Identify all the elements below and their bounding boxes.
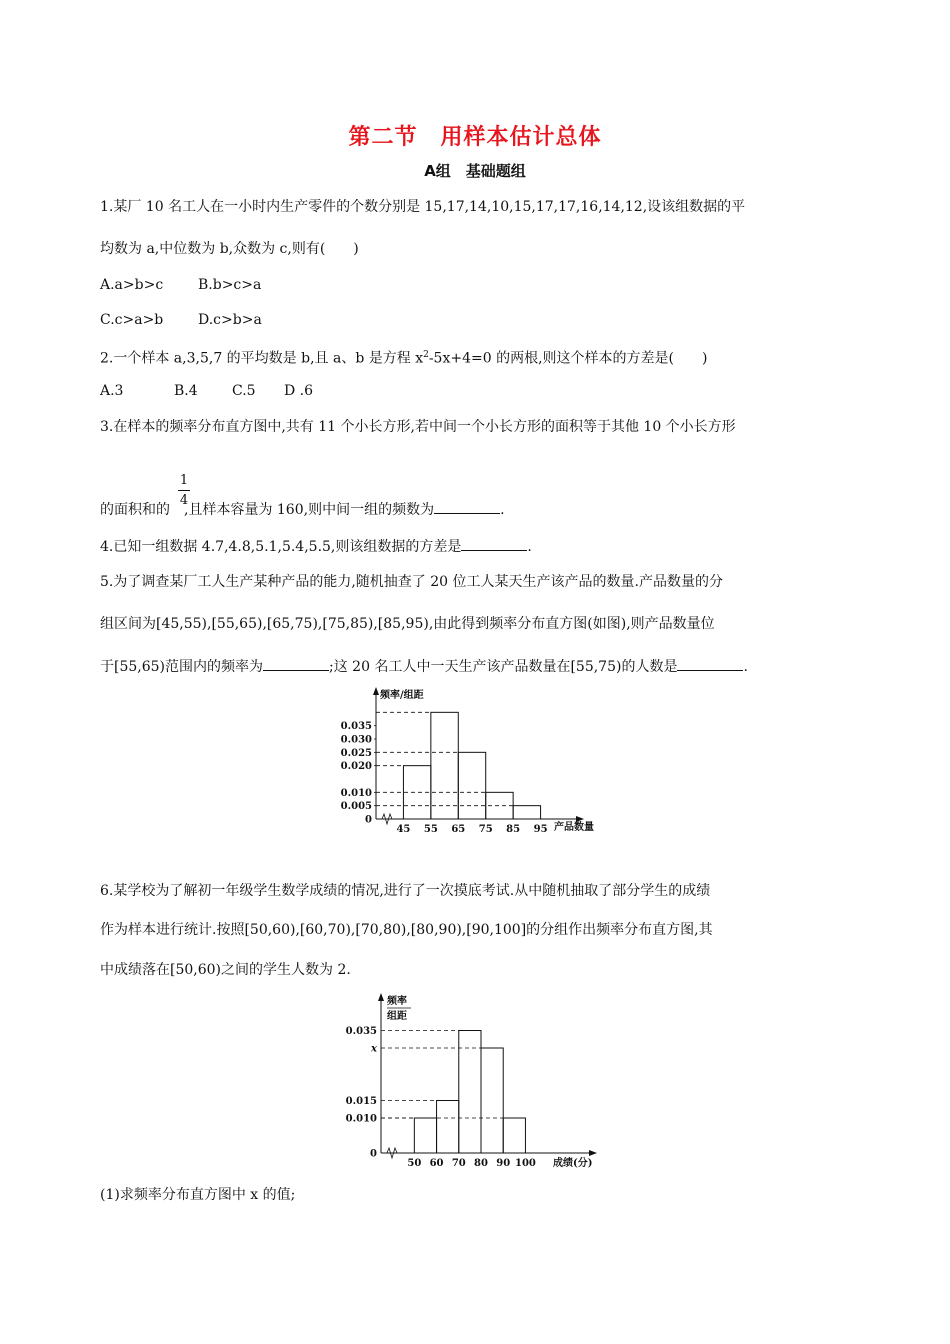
chart2-x-axis-arrow: [589, 1150, 597, 1156]
q1-line1: 1.某厂 10 名工人在一小时内生产零件的个数分别是 15,17,14,10,15,17,17,16,14,12,设该组数据的平: [100, 199, 746, 215]
chart1-ytick-6: 0: [365, 814, 372, 826]
q2-option-d: D .6: [284, 383, 314, 399]
chart1-bar-1: [431, 712, 458, 819]
chart2-ytick-0: 0.035: [345, 1026, 377, 1037]
chart2-ylabel-bottom: 组距: [387, 1011, 407, 1022]
chart2-ytick-4: 0: [370, 1148, 377, 1160]
chart2-bar-0: [414, 1118, 436, 1153]
q6-line2: 作为样本进行统计.按照[50,60),[60,70),[70,80),[80,90),[90,100]的分组作出频率分布直方图,其: [100, 922, 713, 938]
q3-line1: 3.在样本的频率分布直方图中,共有 11 个小长方形,若中间一个小长方形的面积等于其他 10 个小长方形: [100, 419, 736, 435]
chart2-xtick-100: 100: [515, 1158, 536, 1169]
chart2-ytick-1: x: [371, 1043, 377, 1055]
q3-line2-end: .: [500, 502, 505, 518]
q4-text-end: .: [527, 539, 532, 555]
q1-option-d: D.c>b>a: [198, 312, 262, 328]
chart1-ytick-1: 0.030: [340, 734, 372, 746]
chart1-y-axis-arrow: [373, 687, 379, 695]
q4-text-body: 4.已知一组数据 4.7,4.8,5.1,5.4,5.5,则该组数据的方差是: [100, 539, 462, 555]
chart2-bar-4: [503, 1118, 525, 1153]
q5-answer-blank-1[interactable]: [263, 656, 329, 671]
section-title: 第二节 用样本估计总体: [348, 125, 602, 150]
chart2-xtick-90: 90: [496, 1158, 511, 1169]
q6-line1: 6.某学校为了解初一年级学生数学成绩的情况,进行了一次摸底考试.从中随机抽取了部分学生的成绩: [100, 883, 711, 899]
chart1-ytick-2: 0.025: [340, 747, 372, 759]
chart2-ylabel-top: 频率: [387, 996, 407, 1007]
chart1-ylabel: 频率/组距: [380, 690, 424, 701]
q3-line2-post: ,且样本容量为 160,则中间一组的频数为: [184, 502, 435, 518]
chart2-xtick-60: 60: [429, 1158, 444, 1169]
q2-options: [100, 381, 313, 401]
q3-fraction-denominator: 4: [179, 493, 189, 508]
q2-text-post: -5x+4=0 的两根,则这个样本的方差是( ): [428, 350, 708, 367]
q5-answer-blank-2[interactable]: [677, 656, 743, 671]
q5-line3-mid: ;这 20 名工人中一天生产该产品数量在[55,75)的人数是: [329, 659, 678, 675]
q1-options-row2: [100, 310, 262, 330]
q2-option-a: A.3: [100, 383, 124, 399]
chart2-bar-1: [437, 1101, 459, 1154]
q5-line2: 组区间为[45,55),[55,65),[65,75),[75,85),[85,95),由此得到频率分布直方图(如图),则产品数量位: [100, 616, 715, 632]
q4-answer-blank[interactable]: [461, 536, 527, 551]
chart1-xtick-75: 75: [478, 824, 493, 835]
chart2-bar-2: [459, 1031, 481, 1154]
q1-option-a: A.a>b>c: [100, 277, 164, 293]
chart1-xtick-45: 45: [396, 824, 411, 835]
q2-text: [100, 345, 707, 369]
q3-line2-pre: 的面积和的: [100, 502, 170, 518]
q6-line3: 中成绩落在[50,60)之间的学生人数为 2.: [100, 962, 351, 978]
chart2-ytick-3: 0.010: [345, 1113, 377, 1125]
chart1-xtick-55: 55: [423, 824, 438, 835]
q3-answer-blank[interactable]: [434, 499, 500, 514]
q1-line2: 均数为 a,中位数为 b,众数为 c,则有( ): [100, 241, 359, 257]
chart1-bar-4: [513, 806, 540, 819]
q4-text: [100, 536, 532, 557]
q2-text-sup: 2: [423, 350, 429, 360]
chart1-ytick-4: 0.010: [340, 787, 372, 799]
q1-option-c: C.c>a>b: [100, 312, 164, 328]
q1-options-row1: [100, 275, 261, 295]
chart1-xtick-95: 95: [533, 824, 548, 835]
q2-option-c: C.5: [232, 383, 256, 399]
chart-score-histogram: [345, 992, 615, 1170]
chart1-xtick-85: 85: [506, 824, 521, 835]
q3-fraction-bar: [178, 490, 190, 491]
chart2-ytick-2: 0.015: [345, 1096, 377, 1107]
chart1-bar-2: [458, 752, 485, 819]
chart2-y-axis-arrow: [378, 993, 384, 1001]
chart1-xtick-65: 65: [451, 824, 466, 835]
q2-text-pre: 2.一个样本 a,3,5,7 的平均数是 b,且 a、b 是方程 x: [100, 350, 424, 367]
chart1-ytick-5: 0.005: [340, 801, 372, 813]
q5-line3-end: .: [743, 659, 748, 675]
chart2-xlabel: 成绩(分): [553, 1158, 593, 1169]
q6-sub1: (1)求频率分布直方图中 x 的值;: [100, 1187, 296, 1203]
q1-option-b: B.b>c>a: [198, 277, 262, 293]
chart2-bar-3: [481, 1048, 503, 1153]
q5-line3-pre: 于[55,65)范围内的频率为: [100, 659, 264, 675]
q5-line3: [100, 656, 748, 677]
chart1-xlabel: 产品数量: [554, 822, 594, 833]
chart-product-quantity-histogram: [340, 684, 610, 838]
chart2-xtick-50: 50: [407, 1158, 422, 1169]
chart1-ytick-3: 0.020: [340, 761, 372, 773]
chart2-xtick-80: 80: [474, 1158, 488, 1169]
q5-line1: 5.为了调查某厂工人生产某种产品的能力,随机抽查了 20 位工人某天生产该产品的数量.产品数量的分: [100, 574, 723, 590]
q3-fraction-numerator: 1: [179, 473, 189, 488]
chart1-ytick-0: 0.035: [340, 721, 372, 733]
chart2-xtick-70: 70: [451, 1158, 466, 1169]
q2-option-b: B.4: [174, 383, 198, 399]
group-heading: A组 基础题组: [424, 162, 526, 180]
q3-line2: [100, 499, 505, 520]
